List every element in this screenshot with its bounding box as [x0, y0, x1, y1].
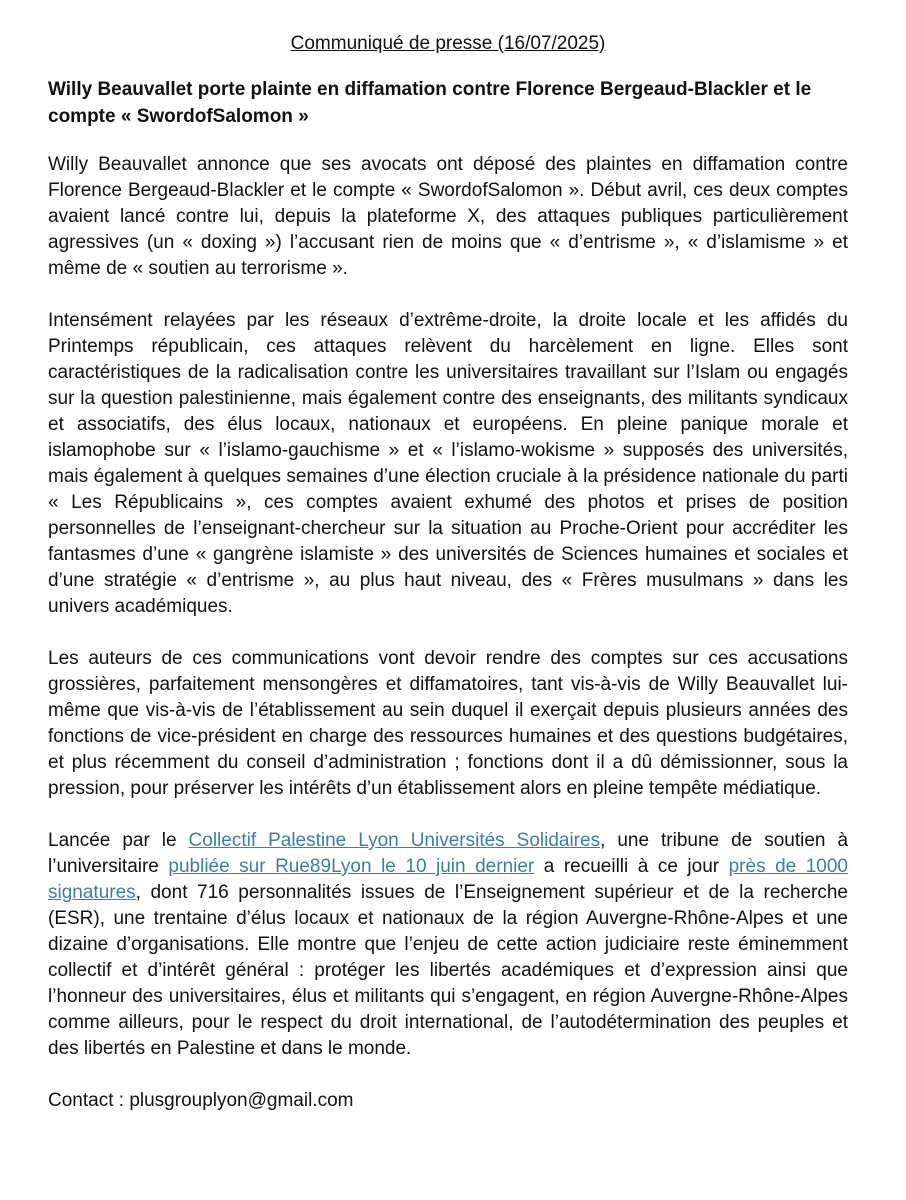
paragraph-4-mid1: , une tribune de soutien à l’universitaire — [48, 830, 849, 877]
document-title: Communiqué de presse (16/07/2025) — [290, 33, 606, 54]
paragraph-4-intro: Lancée par le — [48, 830, 189, 851]
paragraph-4-mid2: a recueilli à ce jour — [534, 856, 729, 877]
headline: Willy Beauvallet porte plainte en diffamation contre Florence Bergeaud-Blackler et le compte « SwordofSalomon » — [48, 79, 812, 127]
paragraph-3: Les auteurs de ces communications vont devoir rendre des comptes sur ces accusations grossières, parfaitement mensongères et diffamatoires, tant vis-à-vis de Willy Beauvallet lui-même que vis-à-vis de l’établissement au sein duquel il exerçait depuis plusieurs années des fonctions de vice-président en charge des ressources humaines et des questions budgétaires, et plus récemment du conseil d’administration ; fonctions dont il a dû démissionner, sous la pression, pour préserver les intérêts d’un établissement alors en pleine tempête médiatique. — [48, 648, 848, 799]
collectif-link[interactable]: Collectif Palestine Lyon Universités Solidaires — [188, 830, 601, 851]
paragraph-4 — [48, 828, 848, 1062]
paragraph-4-rest: , dont 716 personnalités issues de l’Enseignement supérieur et de la recherche (ESR), une trentaine d’élus locaux et nationaux de la région Auvergne-Rhône-Alpes et une dizaine d’organisations. Elle montre que l’enjeu de cette action judiciaire reste éminemment collectif et d’intérêt général : protéger les libertés académiques et d’expression ainsi que l’honneur des universitaires, élus et militants qui s’engagent, en région Auvergne-Rhône-Alpes comme ailleurs, pour le respect du droit international, de l’autodétermination des peuples et des libertés en Palestine et dans le monde. — [48, 882, 848, 1059]
signatures-link[interactable]: près de 1000 signatures — [48, 856, 848, 903]
contact-line: Contact : plusgrouplyon@gmail.com — [48, 1090, 354, 1111]
paragraph-1: Willy Beauvallet annonce que ses avocats ont déposé des plaintes en diffamation contre Florence Bergeaud-Blackler et le compte « SwordofSalomon ». Début avril, ces deux comptes avaient lancé contre lui, depuis la plateforme X, des attaques publiques particulièrement agressives (un « doxing ») l’accusant rien de moins que « d’entrisme », « d’islamisme » et même de « soutien au terrorisme ». — [48, 154, 848, 279]
paragraph-2: Intensément relayées par les réseaux d’extrême-droite, la droite locale et les affidés du Printemps républicain, ces attaques relèvent du harcèlement en ligne. Elles sont caractéristiques de la radicalisation contre les universitaires travaillant sur l’Islam ou engagés sur la question palestinienne, mais également contre des enseignants, des militants syndicaux et associatifs, des élus locaux, nationaux et européens. En pleine panique morale et islamophobe sur « l’islamo-gauchisme » et « l’islamo-wokisme » supposés des universités, mais également à quelques semaines d’une élection cruciale à la présidence nationale du parti « Les Républicains », ces comptes avaient exhumé des photos et prises de position personnelles de l’enseignant-chercheur sur la situation au Proche-Orient pour accréditer les fantasmes d’une « gangrène islamiste » des universités de Sciences humaines et sociales et d’une stratégie « d’entrisme », au plus haut niveau, des « Frères musulmans » dans les univers académiques. — [48, 310, 848, 617]
rue89lyon-link[interactable]: publiée sur Rue89Lyon le 10 juin dernier — [168, 856, 535, 877]
